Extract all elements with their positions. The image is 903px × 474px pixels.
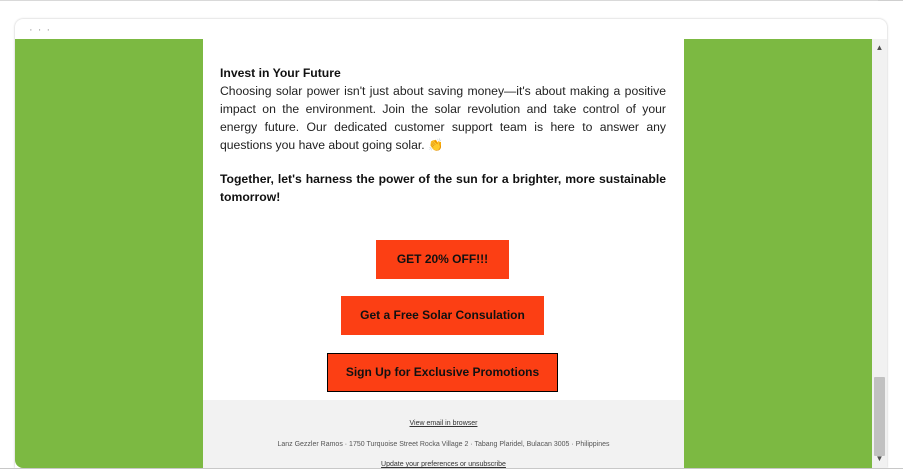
- preferences-link[interactable]: Update your preferences or unsubscribe: [381, 461, 506, 468]
- top-divider-right: [878, 0, 903, 1]
- email-content-column: [203, 39, 684, 468]
- bottom-divider: [0, 468, 903, 469]
- section-heading: Invest in Your Future: [220, 66, 341, 80]
- body-paragraph-text: Choosing solar power isn't just about saving money—it's about making a positive impact on the environment. Join the solar revolution and take control of your energy future. Our dedicated customer support team is here to answer any questions you have about going solar.: [220, 84, 666, 152]
- free-consultation-button[interactable]: Get a Free Solar Consulation: [341, 296, 544, 335]
- scroll-up-icon[interactable]: ▲: [875, 43, 884, 52]
- get-discount-button[interactable]: GET 20% OFF!!!: [376, 240, 509, 279]
- exclusive-promotions-button[interactable]: Sign Up for Exclusive Promotions: [327, 353, 558, 392]
- more-options-icon[interactable]: · · ·: [29, 24, 52, 36]
- email-footer: [203, 400, 684, 468]
- email-viewport[interactable]: [15, 39, 872, 468]
- top-divider: [0, 0, 903, 1]
- scroll-down-icon[interactable]: ▼: [875, 454, 884, 463]
- clapping-hands-icon: 👏: [428, 138, 444, 152]
- body-paragraph: [220, 82, 666, 154]
- view-in-browser-link[interactable]: View email in browser: [409, 420, 478, 427]
- vertical-scrollbar[interactable]: [872, 39, 887, 468]
- closing-statement: Together, let's harness the power of the sun for a brighter, more sustainable tomorrow!: [220, 172, 666, 204]
- email-preview-frame: [15, 19, 887, 468]
- email-body: [220, 64, 666, 206]
- sender-address: Lanz Gezzler Ramos · 1750 Turquoise Street Rocka Village 2 · Tabang Plaridel, Bulacan 3005 · Philippines: [277, 441, 610, 448]
- scrollbar-thumb[interactable]: [874, 377, 885, 456]
